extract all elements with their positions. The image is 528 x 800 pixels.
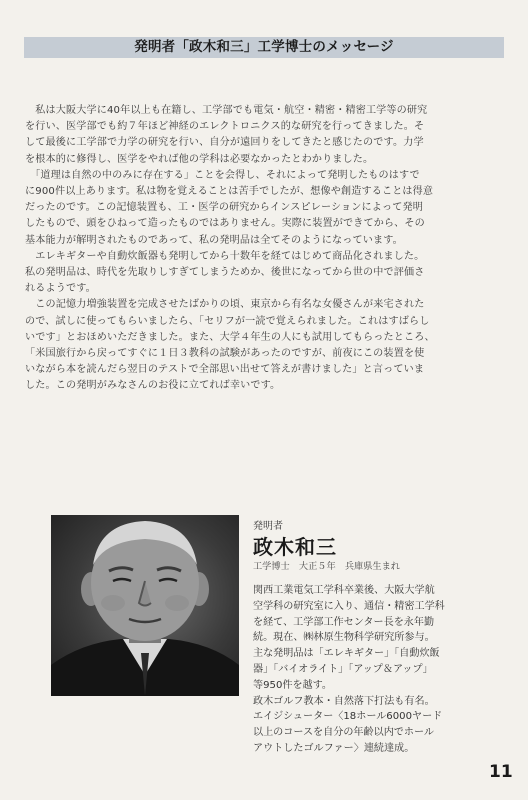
message-line: した。この発明がみなさんのお役に立てれば幸いです。 bbox=[25, 380, 281, 392]
message-line: ので、試しに使ってもらいましたら、「セリフが一読で覚えられました。これはすばらし bbox=[25, 315, 430, 327]
message-line: したもので、頭をひねって造ったものではありません。実際に装置ができてから、その bbox=[25, 218, 425, 230]
message-line: して最後に工学部で力学の研究を行い、自分が遠回りをしてきたと感じたのです。力学 bbox=[25, 137, 424, 149]
message-line: いです」とおほめいただきました。また、大学４年生の人にも試用してもらったところ、 bbox=[25, 331, 435, 343]
bio-line: 関西工業電気工学科卒業後、大阪大学航 bbox=[253, 585, 435, 596]
message-line: 基本能力が解明されたものであって、私の発明品は全てそのようになっています。 bbox=[25, 234, 403, 246]
bio-line: を経て、工学部工作センター長を永年勤 bbox=[253, 616, 435, 628]
inventor-profile bbox=[253, 520, 513, 757]
inventor-subline: 工学博士 大正５年 兵庫県生まれ bbox=[253, 561, 400, 572]
message-body bbox=[25, 103, 503, 395]
inventor-portrait bbox=[51, 515, 239, 696]
message-line: この記憶力増強装置を完成させたばかりの頃、東京から有名な女優さんが来宅された bbox=[25, 299, 425, 311]
page-title: 発明者「政木和三」工学博士のメッセージ bbox=[134, 39, 394, 55]
bio-line: 続。現在、㈱林原生物科学研究所参与。 bbox=[253, 632, 435, 644]
inventor-bio bbox=[253, 583, 513, 757]
message-line: 「米国旅行から戻ってすぐに１日３教科の試験があったのですが、前夜にこの装置を使 bbox=[25, 348, 425, 360]
message-line: エレキギターや自動炊飯器も発明してから十数年を経てはじめて商品化されました。 bbox=[25, 250, 425, 262]
bio-line: 以上のコースを自分の年齢以内でホール bbox=[253, 727, 434, 739]
message-line: いながら本を読んだら翌日のテストで全部思い出せて答えが書けました」と言っていま bbox=[25, 364, 425, 376]
message-line: に900件以上あります。私は物を覚えることは苦手でしたが、想像や創造することは得意 bbox=[25, 186, 434, 198]
message-line: 私は大阪大学に40年以上も在籍し、工学部でも電気・航空・精密・精密工学等の研究 bbox=[25, 105, 428, 116]
portrait-illustration bbox=[51, 515, 239, 696]
message-line: を行い、医学部でも約７年ほど神経のエレクトロニクス的な研究を行ってきました。そ bbox=[25, 121, 425, 133]
message-line: れるようです。 bbox=[25, 283, 96, 295]
message-line: だったのです。この記憶装置も、工・医学の研究からインスピレーションによって発明 bbox=[25, 202, 423, 214]
message-line: 「道理は自然の中のみに存在する」ことを会得し、それによって発明したものはすで bbox=[25, 169, 420, 181]
bio-line: 政木ゴルフ教本・自然落下打法も有名。 bbox=[253, 695, 435, 707]
bio-line: 主な発明品は「エレキギター」「自動炊飯 bbox=[253, 648, 440, 660]
bio-line: 空学科の研究室に入り、通信・精密工学科 bbox=[253, 600, 445, 612]
bio-line: アウトしたゴルファー〉連続達成。 bbox=[253, 742, 415, 754]
role-label: 発明者 bbox=[253, 521, 283, 532]
message-line: を根本的に修得し、医学をやれば他の学科は必要なかったとわかりました。 bbox=[25, 153, 374, 165]
message-line: 私の発明品は、時代を先取りしすぎてしまうためか、後世になってから世の中で評価さ bbox=[25, 267, 425, 279]
page-number: 11 bbox=[489, 762, 513, 782]
inventor-name: 政木和三 bbox=[253, 535, 337, 559]
bio-line: 器」「バイオライト」「アップ＆アップ」 bbox=[253, 663, 433, 675]
bio-line: エイジシューター〈18ホール6000ヤード bbox=[253, 711, 443, 723]
bio-line: 等950件を越す。 bbox=[253, 679, 333, 691]
